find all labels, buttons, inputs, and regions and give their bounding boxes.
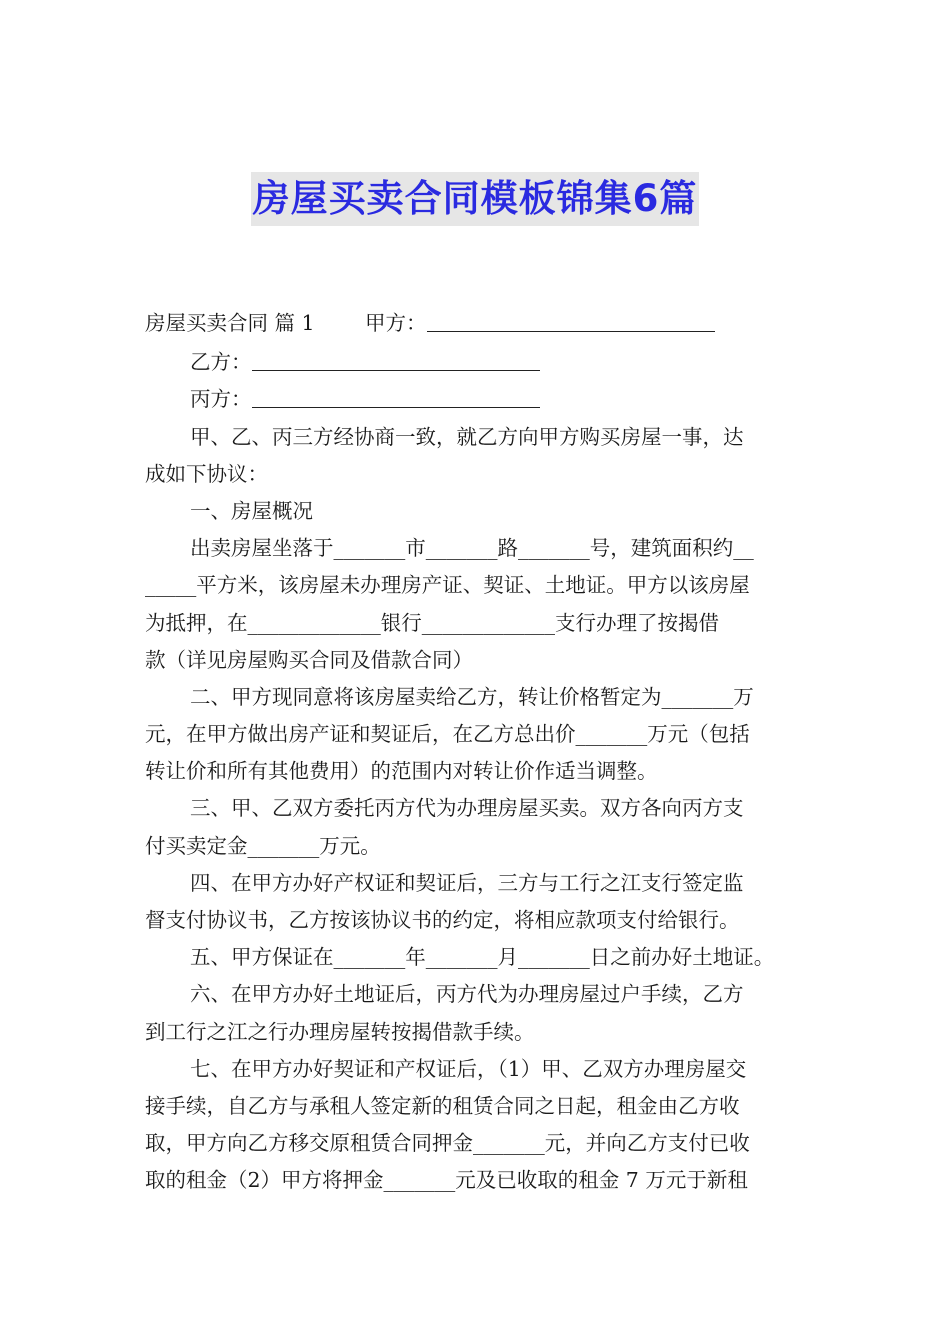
paragraph-line: 元，在甲方做出房产证和契证后，在乙方总出价_______万元（包括 [145, 722, 750, 747]
paragraph-line: 成如下协议： [145, 461, 268, 486]
paragraph-line: 出卖房屋坐落于_______市_______路_______号，建筑面积约__ [190, 536, 754, 561]
paragraph-line: 六、在甲方办好土地证后，丙方代为办理房屋过户手续，乙方 [190, 982, 744, 1007]
paragraph-line: 转让价和所有其他费用）的范围内对转让价作适当调整。 [145, 759, 658, 784]
paragraph-line: 到工行之江之行办理房屋转按揭借款手续。 [145, 1019, 535, 1044]
paragraph-line: 为抵押，在_____________银行_____________支行办理了按揭借 [145, 610, 719, 635]
party-b-line [145, 344, 807, 381]
paragraph-line: 二、甲方现同意将该房屋卖给乙方，转让价格暂定为_______万 [190, 684, 754, 709]
party-b-label: 乙方： [190, 350, 252, 375]
party-c-blank [252, 385, 540, 408]
paragraph-line: 甲、乙、丙三方经协商一致，就乙方向甲方购买房屋一事，达 [190, 424, 744, 449]
paragraph-line: 取的租金（2）甲方将押金_______元及已收取的租金 7 万元于新租 [145, 1168, 748, 1193]
paragraph-line: 取，甲方向乙方移交原租赁合同押金_______元，并向乙方支付已收 [145, 1131, 750, 1156]
paragraph-line: 七、在甲方办好契证和产权证后，（1）甲、乙双方办理房屋交 [190, 1056, 747, 1081]
party-c-label: 丙方： [190, 387, 252, 412]
paragraph-line: 三、甲、乙双方委托丙方代为办理房屋买卖。双方各向丙方支 [190, 796, 744, 821]
title-container [0, 172, 950, 226]
paragraph-line: 接手续，自乙方与承租人签定新的租赁合同之日起，租金由乙方收 [145, 1093, 740, 1118]
paragraph-line: 付买卖定金_______万元。 [145, 833, 381, 858]
paragraph-line: 四、在甲方办好产权证和契证后，三方与工行之江支行签定监 [190, 870, 744, 895]
header-line [145, 305, 807, 342]
contract-heading: 房屋买卖合同 篇 1 [145, 311, 315, 335]
party-b-blank [252, 348, 540, 371]
paragraph-line: _____平方米，该房屋未办理房产证、契证、土地证。甲方以该房屋 [145, 573, 750, 598]
contract-body [145, 305, 807, 1200]
party-a-label: 甲方： [365, 311, 427, 335]
party-a-blank [427, 309, 715, 332]
section-heading: 一、房屋概况 [190, 498, 313, 523]
paragraph-line: 款（详见房屋购买合同及借款合同） [145, 647, 473, 672]
paragraph-line: 督支付协议书，乙方按该协议书的约定，将相应款项支付给银行。 [145, 908, 740, 932]
document-title: 房屋买卖合同模板锦集6篇 [251, 172, 700, 226]
paragraph-line: 五、甲方保证在_______年_______月_______日之前办好土地证。 [190, 945, 775, 970]
party-c-line [145, 381, 807, 418]
